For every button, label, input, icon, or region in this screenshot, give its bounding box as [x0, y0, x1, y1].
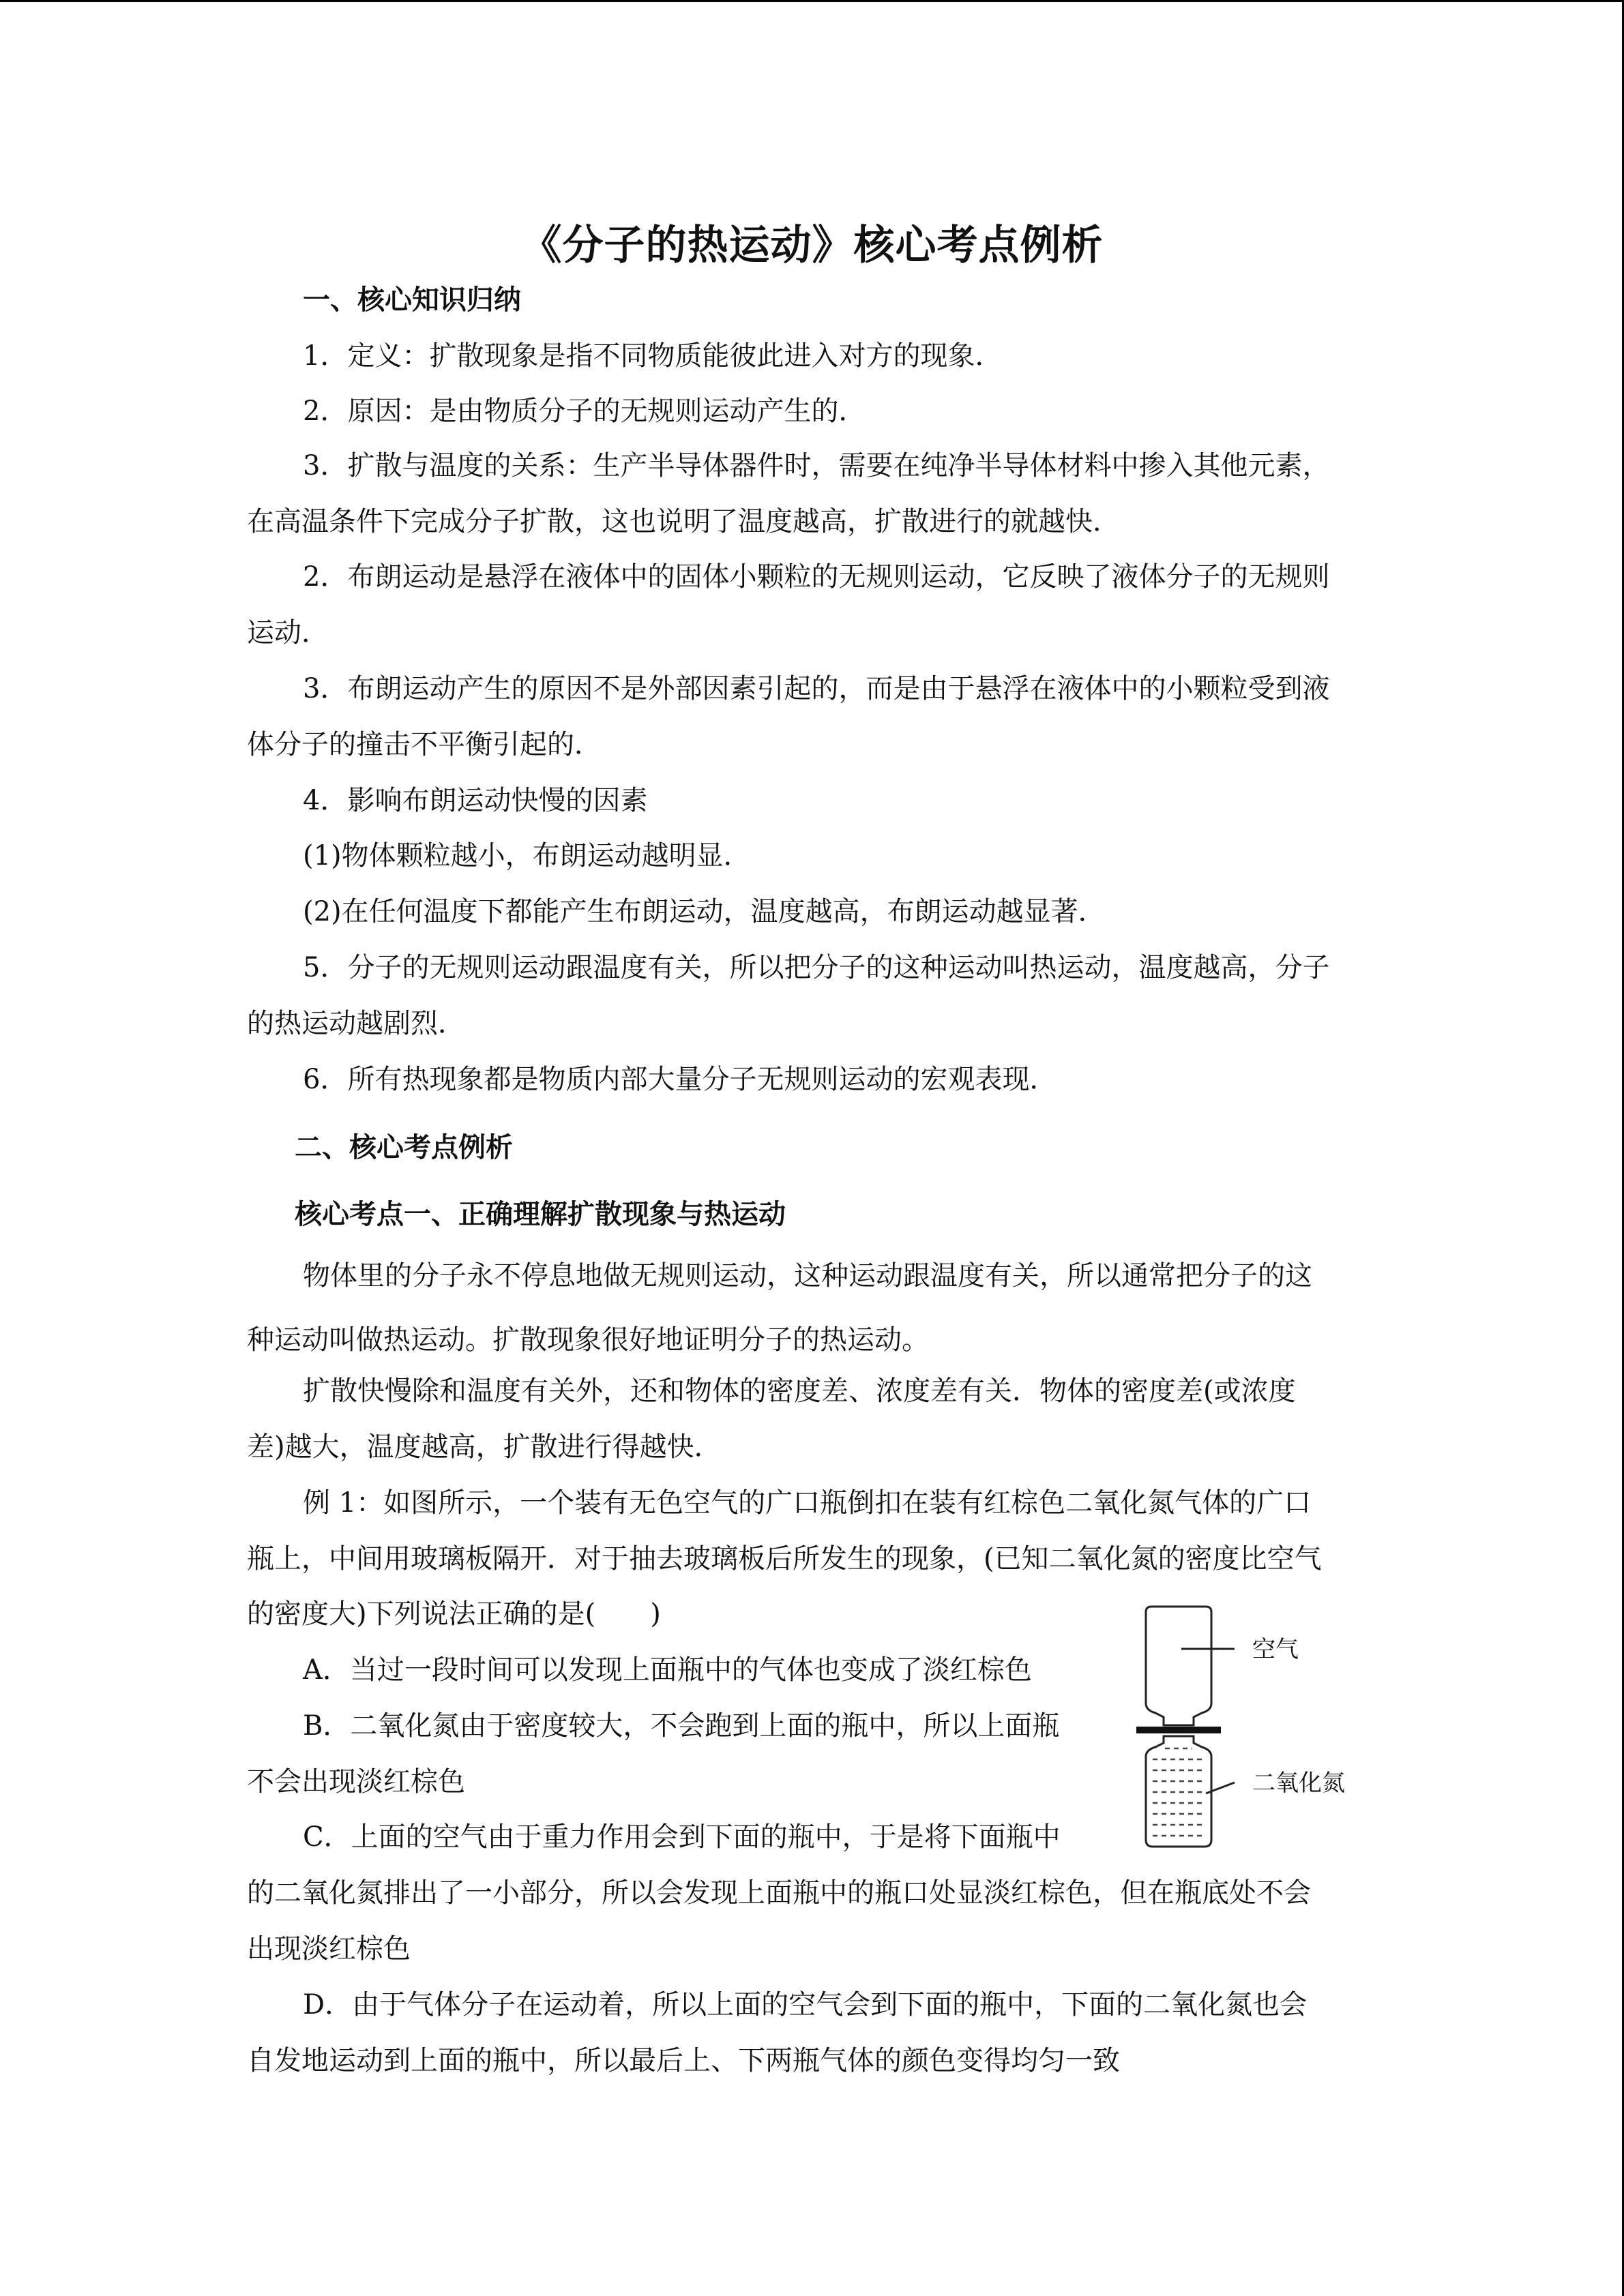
example-line2: 瓶上，中间用玻璃板隔开．对于抽去玻璃板后所发生的现象，(已知二氧化氮的密度比空气: [247, 1543, 1322, 1575]
knowledge-item-3-cont: 在高温条件下完成分子扩散，这也说明了温度越高，扩散进行的就越快．: [247, 506, 1120, 537]
figure-label-air: 空气: [1252, 1636, 1299, 1663]
para1-line1: 物体里的分子永不停息地做无规则运动，这种运动跟温度有关，所以通常把分子的这: [303, 1260, 1312, 1292]
knowledge-item-2: 2．原因：是由物质分子的无规则运动产生的．: [303, 396, 866, 427]
knowledge-item-3: 3．扩散与温度的关系：生产半导体器件时，需要在纯净半导体材料中掺入其他元素，: [303, 450, 1330, 481]
para2-line1: 扩散快慢除和温度有关外，还和物体的密度差、浓度差有关．物体的密度差(或浓度: [303, 1375, 1296, 1407]
knowledge-item-7-cont: 的热运动越剧烈．: [247, 1008, 465, 1039]
knowledge-item-8: 6．所有热现象都是物质内部大量分子无规则运动的宏观表现．: [303, 1064, 1057, 1095]
section2-heading: 二、核心考点例析: [295, 1131, 513, 1163]
option-c: C．上面的空气由于重力作用会到下面的瓶中，于是将下面瓶中: [303, 1821, 1061, 1853]
option-c-cont2: 出现淡红棕色: [247, 1933, 411, 1965]
section1-heading: 一、核心知识归纳: [303, 284, 521, 316]
knowledge-item-7: 5．分子的无规则运动跟温度有关，所以把分子的这种运动叫热运动，温度越高，分子: [303, 952, 1330, 983]
knowledge-item-4-cont: 运动．: [247, 617, 329, 648]
para2-line2: 差)越大，温度越高，扩散进行得越快．: [247, 1431, 722, 1463]
option-d-cont: 自发地运动到上面的瓶中，所以最后上、下两瓶气体的颜色变得均匀一致: [247, 2045, 1120, 2076]
figure-label-no2: 二氧化氮: [1252, 1770, 1345, 1797]
option-b-cont: 不会出现淡红棕色: [247, 1766, 465, 1798]
option-d: D．由于气体分子在运动着，所以上面的空气会到下面的瓶中，下面的二氧化氮也会: [303, 1989, 1308, 2021]
knowledge-subitem-2: (2)在任何温度下都能产生布朗运动，温度越高，布朗运动越显著．: [303, 896, 1106, 927]
page-title: 《分子的热运动》核心考点例析: [520, 222, 1104, 269]
knowledge-item-5: 3．布朗运动产生的原因不是外部因素引起的，而是由于悬浮在液体中的小颗粒受到液: [303, 673, 1330, 704]
example-line1: 例 1：如图所示，一个装有无色空气的广口瓶倒扣在装有红棕色二氧化氮气体的广口: [303, 1487, 1312, 1519]
knowledge-item-4: 2．布朗运动是悬浮在液体中的固体小颗粒的无规则运动，它反映了液体分子的无规则: [303, 561, 1330, 593]
bottles-figure: [1125, 1602, 1357, 1855]
para1-line2: 种运动叫做热运动。扩散现象很好地证明分子的热运动。: [247, 1324, 929, 1356]
option-c-cont1: 的二氧化氮排出了一小部分，所以会发现上面瓶中的瓶口处显淡红棕色，但在瓶底处不会: [247, 1877, 1311, 1909]
knowledge-item-5-cont: 体分子的撞击不平衡引起的．: [247, 729, 602, 760]
option-b: B．二氧化氮由于密度较大，不会跑到上面的瓶中，所以上面瓶: [303, 1710, 1060, 1742]
option-a: A．当过一段时间可以发现上面瓶中的气体也变成了淡红棕色: [303, 1654, 1032, 1686]
example-line3: 的密度大)下列说法正确的是( ): [247, 1598, 661, 1630]
knowledge-item-6: 4．影响布朗运动快慢的因素: [303, 785, 648, 816]
core-point-heading: 核心考点一、正确理解扩散现象与热运动: [295, 1198, 786, 1230]
knowledge-subitem-1: (1)物体颗粒越小，布朗运动越明显．: [303, 840, 751, 871]
knowledge-item-1: 1．定义：扩散现象是指不同物质能彼此进入对方的现象．: [303, 340, 1003, 372]
